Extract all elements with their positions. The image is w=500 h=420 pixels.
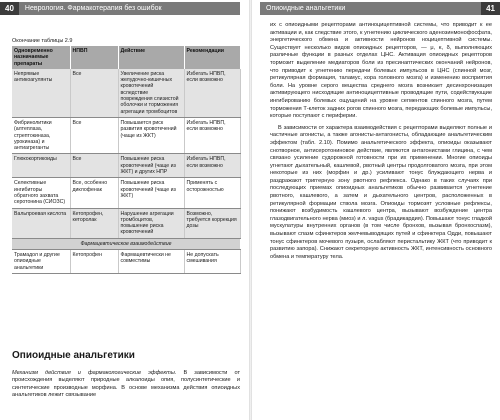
body-paragraph: В зависимости от характера взаимодействия с рецепторами выделяют полные и частичные агонисты, а также агонисты-антагонисты, обладающие анальгетическим эффектом (табл. 2.10). Помимо анальгетического эффекта, опиоиды оказывают снотворное, антисеротониновое действие, являются антагонистами глицина, с чем связано усиление судорожной готовности при их применении. Многие опиоиды угнетают дыхательный, кашлевой, рвотный центры продолговатого мозга, при этом некоторые из них (морфин и др.) усиливают тонус блуждающего нерва и раздражают триггерную зону рвотного рефлекса. Однако в таких случаях при последующих приемах опиоидных анальгетиков обычно развивается угнетение рвотного, кашлевого, а затем и дыхательного центров, расположенных в ретикулярной формации ствола мозга. Опиоиды тормозят условные рефлексы, понижают возбудимость кашлевого центра, вызывают возбуждение центра глазодвигательного нерва (миоз) и л. vagus (брадикардия). Повышают тонус гладкой мускулатуры внутренних органов (в том числе бронхов, вызывая бронхоспазм), вызывают спазм сфинктеров желчевыводящих путей и сфинктера Одди, повышают тонус сфинктеров мочевого пузыря, ослабляют перистальтику ЖКТ (что приводит к развитию запора). Снижают секреторную активность ЖКТ, интенсивность основного обмена и температуру тела. — [270, 124, 492, 260]
table-cell: Применять с осторожностью — [184, 178, 240, 208]
body-paragraph: их с опиоидными рецепторами антиноцицептивной системы, что приводит к ее активации и, как следствие этого, к угнетению циклического аденозинмонофосфата, энергетического обмена и активности нейронов ноцицептивной системы. Существует несколько видов опиоидных рецепторов, — μ, κ, δ, выполняющих различные функции в разных отделах ЦНС. Активация опиоидных рецепторов тормозит выделение медиаторов боли из пресинаптических окончаний нейронов, что приводит к угнетению передачи болевых импульсов в ЦНС (спинной мозг, ретикулярная формация, таламус, кора головного мозга) и изменению восприятия боли. На уровне серого вещества среднего мозга возникает десинхронизация активирующего нисходящие антиноцицептивные проводящие пути, содействующие ингибированию болевых ощущений на уровне сегментов спинного мозга, путем торможения Т-клеток задних рогов спинного мозга, передающих болевые импульсы, которые поступают с периферии. — [270, 22, 492, 120]
table-cell: Фармацевтически не совместимы — [118, 250, 184, 274]
right-page-number: 41 — [481, 2, 500, 15]
table-row — [12, 117, 240, 153]
table-cell: Избегать НПВП, если возможно — [184, 69, 240, 118]
table-header-row — [12, 46, 240, 69]
table-cell: Селективные ингибиторы обратного захвата серотонина (СИОЗС) — [12, 178, 70, 208]
table-cell: Возможно, требуется коррекция дозы — [184, 208, 240, 238]
table-cell: Фибринолитики (алтеплаза, стрептокиназа, урокиназа) и антиагреганты — [12, 117, 70, 153]
table-cell: Трамадол и другие опиоидные анальгетики — [12, 250, 70, 274]
column-header: Действие — [118, 46, 184, 69]
table-cell: Все, особенно диклофенак — [70, 178, 118, 208]
table-cell: Кетопрофен, кеторолак — [70, 208, 118, 238]
table-row — [12, 250, 240, 274]
table-cell: Повышение риска кровотечений (чаще из ЖКТ) — [118, 178, 184, 208]
table-cell: Повышение риска кровотечений (чаще из ЖКТ) и других НПР — [118, 154, 184, 178]
table-cell: Повышается риск развития кровотечений (чаще из ЖКТ) — [118, 117, 184, 153]
table-cell: Непрямые антикоагулянты — [12, 69, 70, 118]
drug-interaction-table — [12, 46, 241, 274]
table-cell: Избегать НПВП, если возможно — [184, 117, 240, 153]
paragraph-text: В зависимости от происхождения выделяют природные алкалоиды опия, полусинтетические и синтетические производные морфина. В основе механизма действия опиоидных анальгетиков лежит связывание — [12, 370, 241, 399]
intro-paragraph — [12, 370, 240, 400]
table-cell: Увеличение риска желудочно-кишечных кровотечений вследствие повреждения слизистой оболочки и торможения агрегации тромбоцитов — [118, 69, 184, 118]
table-caption: Окончание таблицы 2.9 — [12, 38, 73, 44]
right-page — [252, 0, 500, 420]
right-page-header — [260, 2, 500, 15]
table-cell: Не допускать смешивания — [184, 250, 240, 274]
table-section-row — [12, 238, 240, 249]
table-cell: Все — [70, 69, 118, 118]
left-running-title: Неврология. Фармакотерапия без ошибок — [24, 5, 162, 12]
table-section-label: Фармацевтическое взаимодействие — [12, 238, 240, 249]
table-cell: Нарушение агрегации тромбоцитов, повышение риска кровотечений — [118, 208, 184, 238]
column-header: Одновременно назначаемые препараты — [12, 46, 70, 69]
section-title: Опиоидные анальгетики — [12, 350, 135, 361]
right-running-title: Опиоидные анальгетики — [266, 5, 346, 12]
table-cell: Избегать НПВП, если возможно — [184, 154, 240, 178]
table-cell: Вальпроевая кислота — [12, 208, 70, 238]
table-row — [12, 178, 240, 208]
column-header: Рекомендации — [184, 46, 240, 69]
table-cell: Глюкокортикоиды — [12, 154, 70, 178]
paragraph-lead: Механизм действия и фармакологические эффекты. — [12, 370, 177, 376]
column-header: НПВП — [70, 46, 118, 69]
table-cell: Кетопрофен — [70, 250, 118, 274]
left-page-header — [0, 2, 240, 15]
body-text — [270, 22, 492, 265]
left-page-number: 40 — [0, 2, 19, 15]
table-cell: Все — [70, 154, 118, 178]
table-row — [12, 69, 240, 118]
table-cell: Все — [70, 117, 118, 153]
table-row — [12, 154, 240, 178]
table-row — [12, 208, 240, 238]
